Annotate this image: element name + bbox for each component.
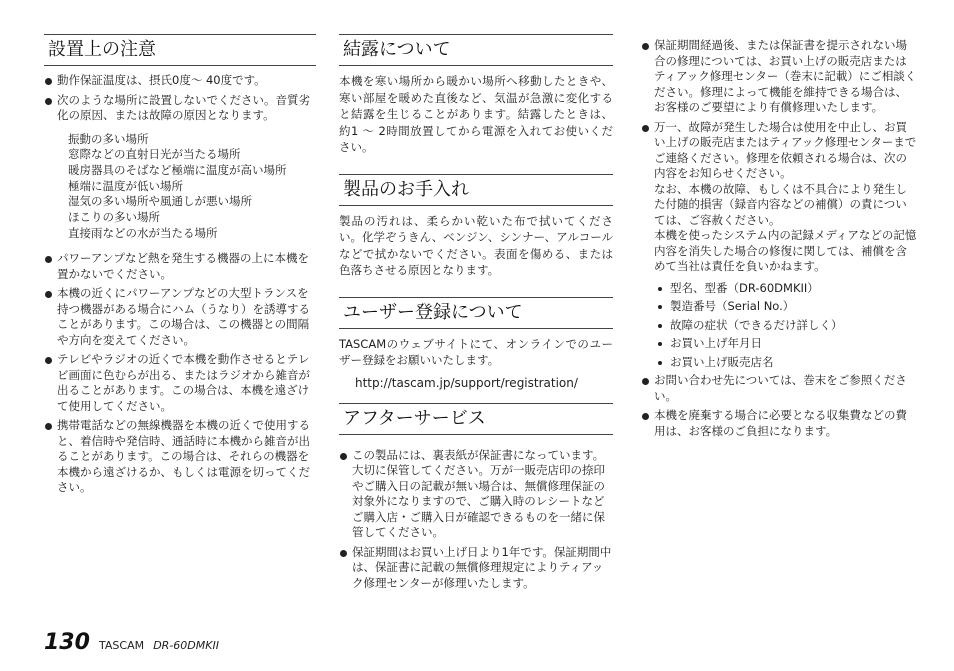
bullet-contact: お問い合わせ先については、巻末をご参照ください。 (641, 373, 917, 404)
malfunction-damage-text: なお、本機の故障、もしくは不具合により発生した付随的損害（録音内容などの補償）の責については、ご容赦ください。 (654, 181, 907, 227)
brand-name: TASCAM (99, 639, 145, 652)
column-left (44, 34, 316, 500)
registration-url[interactable]: http://tascam.jp/support/registration/ (355, 375, 578, 390)
paragraph-registration: TASCAMのウェブサイトにて、オンラインでのユーザー登録をお願いいたします。 (339, 336, 613, 367)
section-title-care: 製品のお手入れ (339, 174, 613, 206)
bullet-operating-temp: 動作保証温度は、摂氏0度〜 40度です。 (44, 73, 316, 89)
column-middle (339, 34, 613, 595)
bullet-avoid-places: 次のような場所に設置しないでください。音質劣化の原因、または故障の原因となります。 (44, 93, 316, 124)
paragraph-condensation: 本機を寒い場所から暖かい場所へ移動したときや、寒い部屋を暖めた直後など、気温が急激に変化すると結露を生じることがあります。結露したときは、約1 〜 2時間放置してから電源を入れてお使いください。 (339, 74, 613, 154)
bullet-warranty-period: 保証期間はお買い上げ日より1年です。保証期間中は、保証書に記載の無償修理規定によりティアック修理センターが修理いたします。 (339, 545, 613, 592)
place-item: 窓際などの直射日光が当たる場所 (68, 147, 241, 162)
bullet-malfunction (641, 120, 917, 275)
bullet-wireless: 携帯電話などの無線機器を本機の近くで使用すると、着信時や発信時、通話時に本機から雑音が出ることがあります。この場合は、それらの機器を本機から遠ざけるか、もしくは電源を切ってください。 (44, 418, 316, 496)
bullet-after-warranty: 保証期間経過後、または保証書を提示されない場合の修理については、お買い上げの販売店またはティアック修理センター（巻末に記載）にご相談ください。修理によって機能を維持できる場合は、お客様のご要望により有償修理いたします。 (641, 38, 917, 116)
place-item: 湿気の多い場所や風通しが悪い場所 (68, 194, 252, 209)
paragraph-care: 製品の汚れは、柔らかい乾いた布で拭いてください。化学ぞうきん、ベンジン、シンナー、アルコールなどで拭かないでください。表面を傷める、または色落ちさせる原因となります。 (339, 213, 613, 277)
bullet-tv-radio: テレビやラジオの近くで本機を動作させるとテレビ画面に色むらが出る、またはラジオから雑音が出ることがあります。この場合は、本機を遠ざけて使用してください。 (44, 352, 316, 414)
malfunction-media-text: 本機を使ったシステム内の記録メディアなどの記憶内容を消失した場合の修復に関しては、補償を含めて当社は責任を負いかねます。 (654, 228, 917, 273)
page-number: 130 (44, 630, 90, 655)
place-item: ほこりの多い場所 (68, 210, 160, 225)
bullet-warranty-card: この製品には、裏表紙が保証書になっています。大切に保管してください。万が一販売店印の捺印やご購入日の記載が無い場合は、無償修理保証の対象外になりますので、ご購入時のレシートなどご購入店・ご購入日が確認できるものを一緒に保管してください。 (339, 448, 613, 541)
section-title-condensation: 結露について (339, 34, 613, 66)
section-title-after-service: アフターサービス (339, 403, 613, 435)
place-item: 直接雨などの水が当たる場所 (68, 225, 218, 240)
page-footer (44, 630, 219, 655)
repair-info-item: 故障の症状（できるだけ詳しく） (657, 316, 917, 335)
repair-info-item: お買い上げ販売店名 (657, 353, 917, 372)
model-name: DR-60DMKII (153, 639, 219, 652)
bullet-hum: 本機の近くにパワーアンプなどの大型トランスを持つ機器がある場合にハム（うなり）を誘導することがあります。この場合は、この機器との間隔や方向を変えてください。 (44, 286, 316, 348)
repair-info-list (641, 279, 917, 372)
place-item: 暖房器具のそばなど極端に温度が高い場所 (68, 162, 287, 177)
place-item: 極端に温度が低い場所 (68, 178, 183, 193)
place-item: 振動の多い場所 (68, 131, 149, 146)
repair-info-item: 型名、型番（DR-60DMKII） (657, 279, 917, 298)
bullet-disposal: 本機を廃棄する場合に必要となる収集費などの費用は、お客様のご負担になります。 (641, 408, 917, 439)
section-title-registration: ユーザー登録について (339, 297, 613, 329)
malfunction-text: 万一、故障が発生した場合は使用を中止し、お買い上げの販売店またはティアック修理センターまでご連絡ください。修理を依頼される場合は、次の内容をお知らせください。 (654, 119, 917, 180)
section-title-installation: 設置上の注意 (44, 34, 316, 66)
repair-info-item: お買い上げ年月日 (657, 334, 917, 353)
place-list (44, 132, 316, 242)
bullet-power-amp: パワーアンプなど熱を発生する機器の上に本機を置かないでください。 (44, 251, 316, 282)
column-right (641, 38, 917, 443)
repair-info-item: 製造番号（Serial No.） (657, 297, 917, 316)
